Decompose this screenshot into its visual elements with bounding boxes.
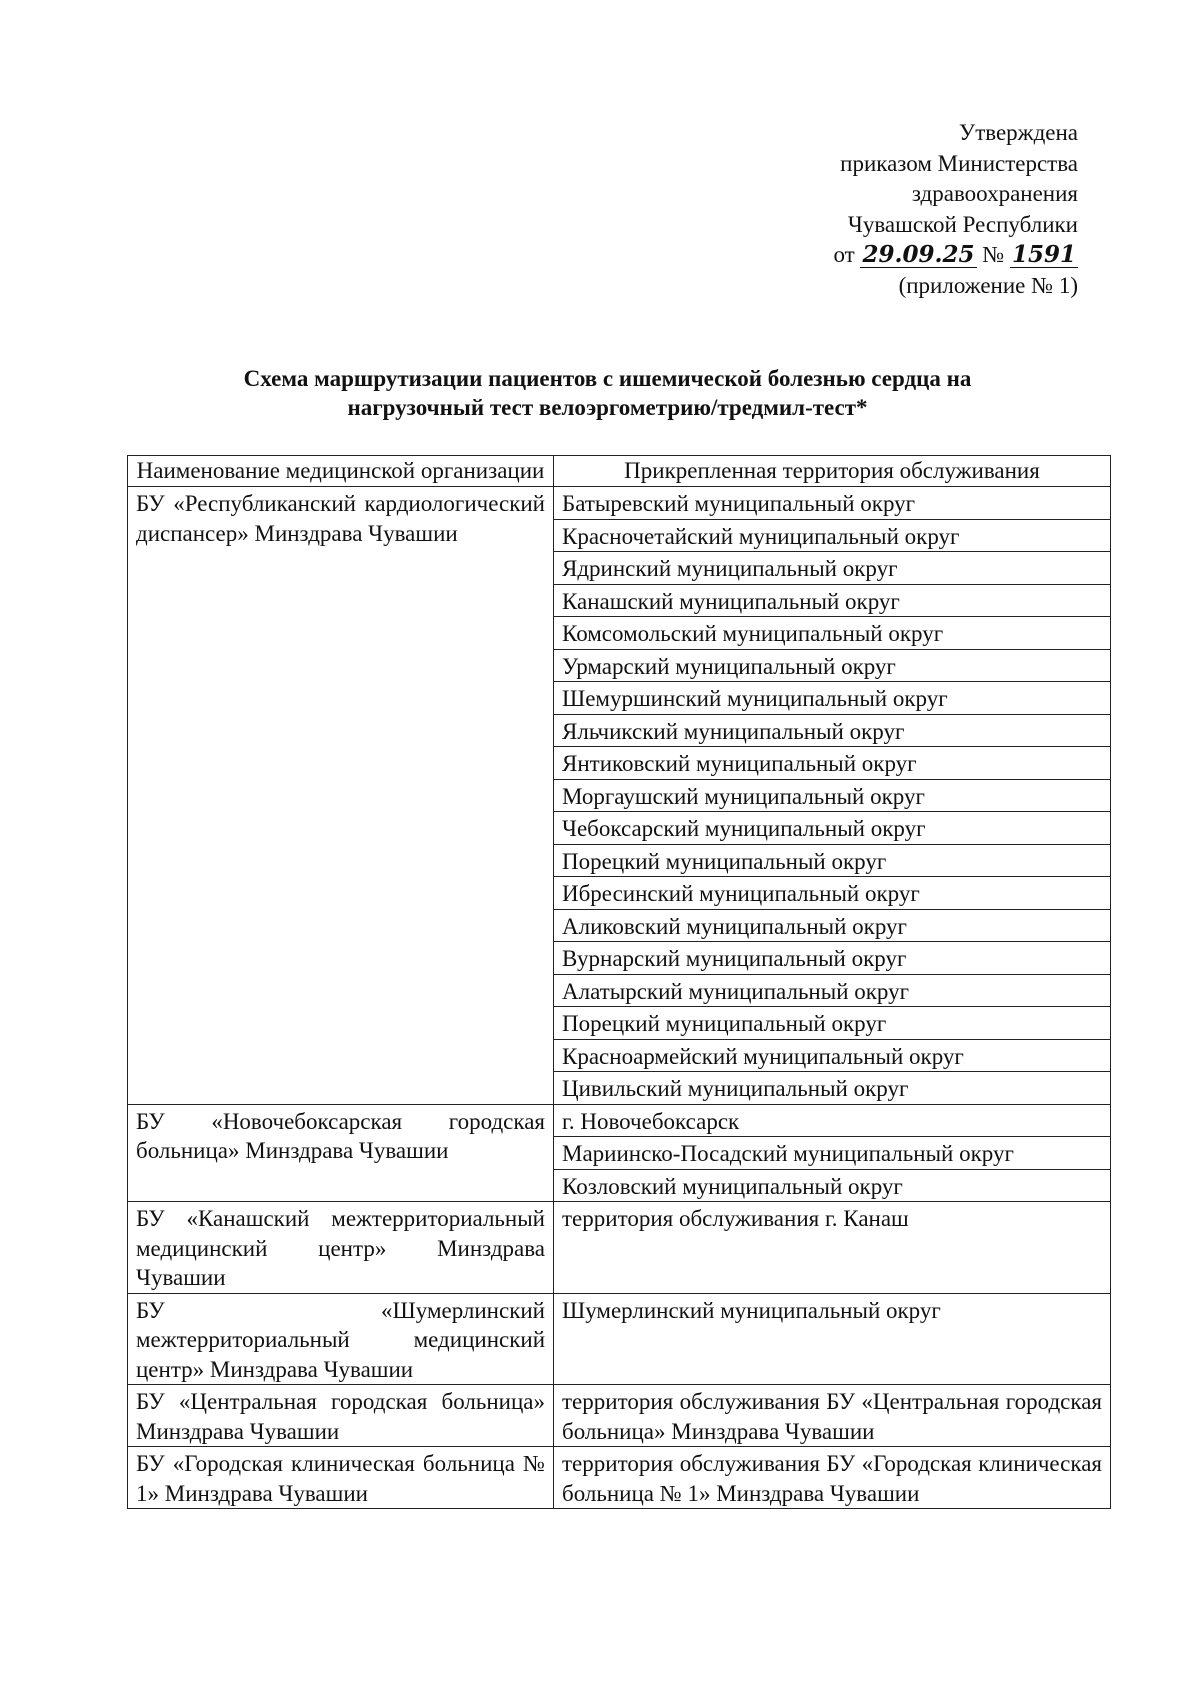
approval-line: приказом Министерства (840, 150, 1078, 176)
territory-cell: Красночетайский муниципальный округ (554, 519, 1111, 552)
handwritten-date: 29.09.25 (862, 241, 975, 268)
table-row (128, 1202, 1111, 1294)
table-header-row (128, 456, 1111, 487)
territory-cell: Цивильский муниципальный округ (554, 1072, 1111, 1105)
order-date-number (760, 240, 1078, 271)
territory-cell: Моргаушский муниципальный округ (554, 779, 1111, 812)
territory-cell: г. Новочебоксарск (554, 1104, 1111, 1137)
territory-cell: Батыревский муниципальный округ (554, 487, 1111, 520)
table-row (128, 1385, 1111, 1447)
approval-line: Утверждена (958, 120, 1078, 145)
header-territory: Прикрепленная территория обслуживания (554, 456, 1111, 487)
organization-name: БУ «Республиканский кардиологический диспансер» Минздрава Чувашии (128, 487, 554, 1105)
handwritten-number: 1591 (1011, 241, 1076, 268)
territory-cell: территория обслуживания г. Канаш (554, 1202, 1111, 1294)
page-title (130, 364, 1085, 422)
territory-cell: Алатырский муниципальный округ (554, 974, 1111, 1007)
territory-cell: Козловский муниципальный округ (554, 1169, 1111, 1202)
table-row (128, 487, 1111, 520)
organization-name: БУ «Шумерлинский межтерриториальный медицинский центр» Минздрава Чувашии (128, 1293, 554, 1385)
from-prefix: от (833, 242, 855, 267)
table-body (128, 487, 1111, 1509)
territory-cell: Урмарский муниципальный округ (554, 649, 1111, 682)
approval-line: здравоохранения (911, 181, 1078, 206)
approval-block (760, 118, 1078, 301)
table-row (128, 1104, 1111, 1137)
organization-name: БУ «Центральная городская больница» Минздрава Чувашии (128, 1385, 554, 1447)
territory-cell: Порецкий муниципальный округ (554, 844, 1111, 877)
table-row (128, 1447, 1111, 1509)
territory-cell: территория обслуживания БУ «Центральная городская больница» Минздрава Чувашии (554, 1385, 1111, 1447)
title-line: нагрузочный тест велоэргометрию/тредмил-тест* (347, 395, 868, 420)
territory-cell: Порецкий муниципальный округ (554, 1007, 1111, 1040)
territory-cell: Ибресинский муниципальный округ (554, 877, 1111, 910)
territory-cell: Аликовский муниципальный округ (554, 909, 1111, 942)
organization-name: БУ «Канашский межтерриториальный медицинский центр» Минздрава Чувашии (128, 1202, 554, 1294)
territory-cell: Мариинско-Посадский муниципальный округ (554, 1137, 1111, 1170)
territory-cell: Ядринский муниципальный округ (554, 552, 1111, 585)
number-sign: № (982, 242, 1005, 267)
organization-name: БУ «Городская клиническая больница № 1» Минздрава Чувашии (128, 1447, 554, 1509)
approval-line: Чувашской Республики (847, 211, 1078, 237)
organization-name: БУ «Новочебоксарская городская больница» Минздрава Чувашии (128, 1104, 554, 1202)
territory-cell: Янтиковский муниципальный округ (554, 747, 1111, 780)
routing-table (127, 455, 1111, 1509)
territory-cell: территория обслуживания БУ «Городская клиническая больница № 1» Минздрава Чувашии (554, 1447, 1111, 1509)
territory-cell: Красноармейский муниципальный округ (554, 1039, 1111, 1072)
territory-cell: Канашский муниципальный округ (554, 584, 1111, 617)
table-row (128, 1293, 1111, 1385)
territory-cell: Вурнарский муниципальный округ (554, 942, 1111, 975)
title-line: Схема маршрутизации пациентов с ишемической болезнью сердца на (243, 366, 972, 391)
territory-cell: Шумерлинский муниципальный округ (554, 1293, 1111, 1385)
territory-cell: Шемуршинский муниципальный округ (554, 682, 1111, 715)
appendix-label: (приложение № 1) (898, 272, 1078, 298)
territory-cell: Чебоксарский муниципальный округ (554, 812, 1111, 845)
territory-cell: Яльчикский муниципальный округ (554, 714, 1111, 747)
header-org: Наименование медицинской организации (128, 456, 554, 487)
territory-cell: Комсомольский муниципальный округ (554, 617, 1111, 650)
